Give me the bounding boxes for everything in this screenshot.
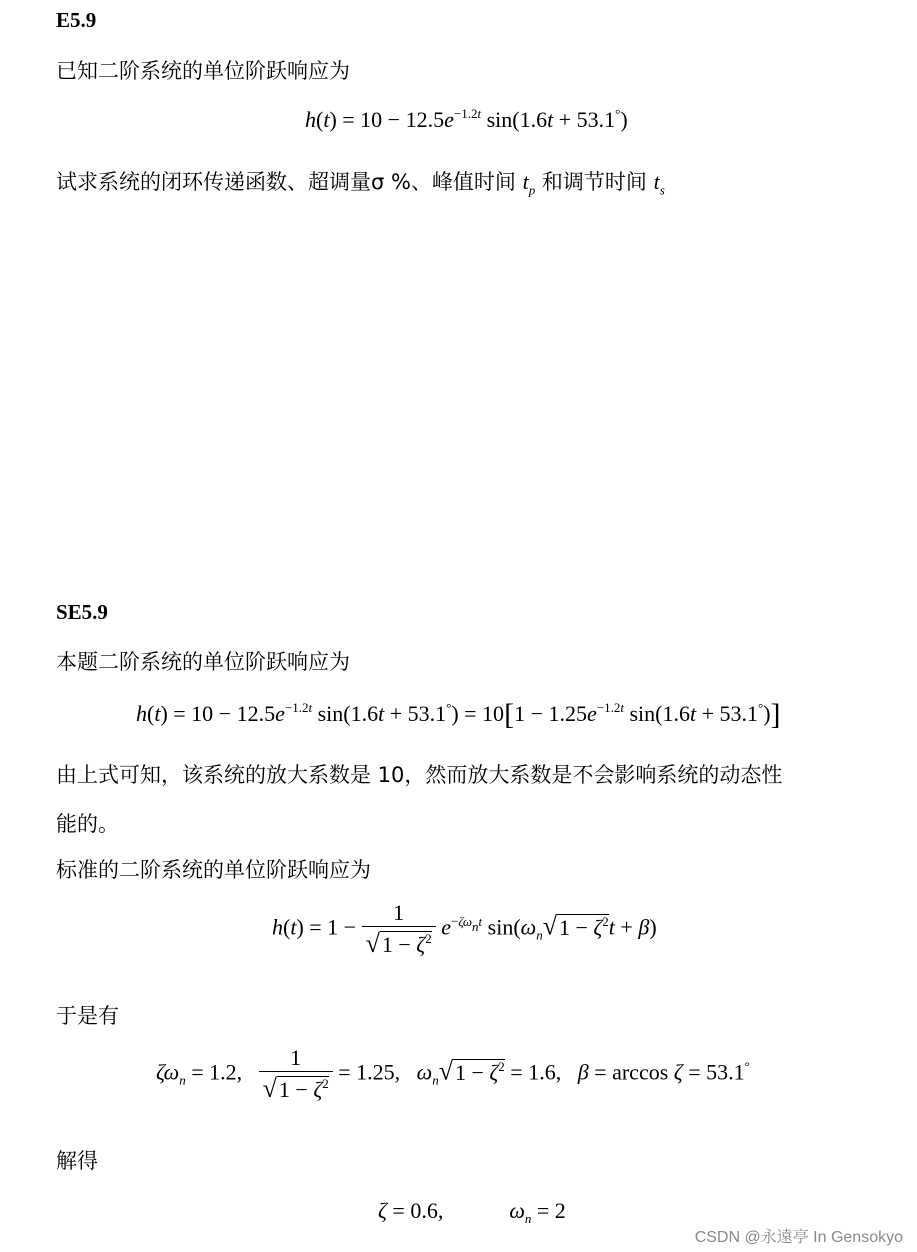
solution-paragraph-line-2: 能的。 xyxy=(56,812,119,836)
csdn-watermark: CSDN @永遠亭 In Gensokyo xyxy=(694,1229,903,1246)
thus-text: 于是有 xyxy=(56,1004,119,1028)
problem-intro: 已知二阶系统的单位阶跃响应为 xyxy=(56,59,350,83)
solve-text: 解得 xyxy=(56,1149,98,1173)
solution-equation-4: ζ = 0.6, $\omega_n = 2$ xyxy=(378,1198,566,1226)
solution-equation-2: h(t) = 1 − $\frac{1}{√1 - \zeta^2}$ $e^{-\zeta\omega_nt}$ $\sin(\omega_n√1 - \zeta^2t + \beta)$ xyxy=(272,900,657,958)
solution-equation-3: $\zeta\omega_n = 1.2$, $\frac{1}{√1 - \zeta^2}$ = 1.25, $\omega_n√1 - \zeta^2 = 1.6$, β = arccos ζ = 53.1° xyxy=(156,1045,750,1103)
standard-intro: 标准的二阶系统的单位阶跃响应为 xyxy=(56,858,371,882)
problem-equation: $h(t) = 10 - 12.5e^{-1.2t}$ sin(1.6t + 53.1°) xyxy=(305,106,628,132)
solution-equation-1: $h(t) = 10 - 12.5e^{-1.2t}$ $\sin(1.6t + 53.1^\circ) = 10[1 - 1.25e^{-1.2t}$ sin(1.6t + 53.1°)] xyxy=(136,698,781,731)
problem-question: 试求系统的闭环传递函数、超调量σ %、峰值时间 $t_p$ 和调节时间 $t_s$ xyxy=(56,169,665,198)
solution-label: SE5.9 xyxy=(56,600,108,624)
solution-paragraph-line-1: 由上式可知，该系统的放大系数是 10，然而放大系数是不会影响系统的动态性 xyxy=(56,763,783,787)
solution-intro: 本题二阶系统的单位阶跃响应为 xyxy=(56,650,350,674)
problem-label: E5.9 xyxy=(56,8,97,32)
